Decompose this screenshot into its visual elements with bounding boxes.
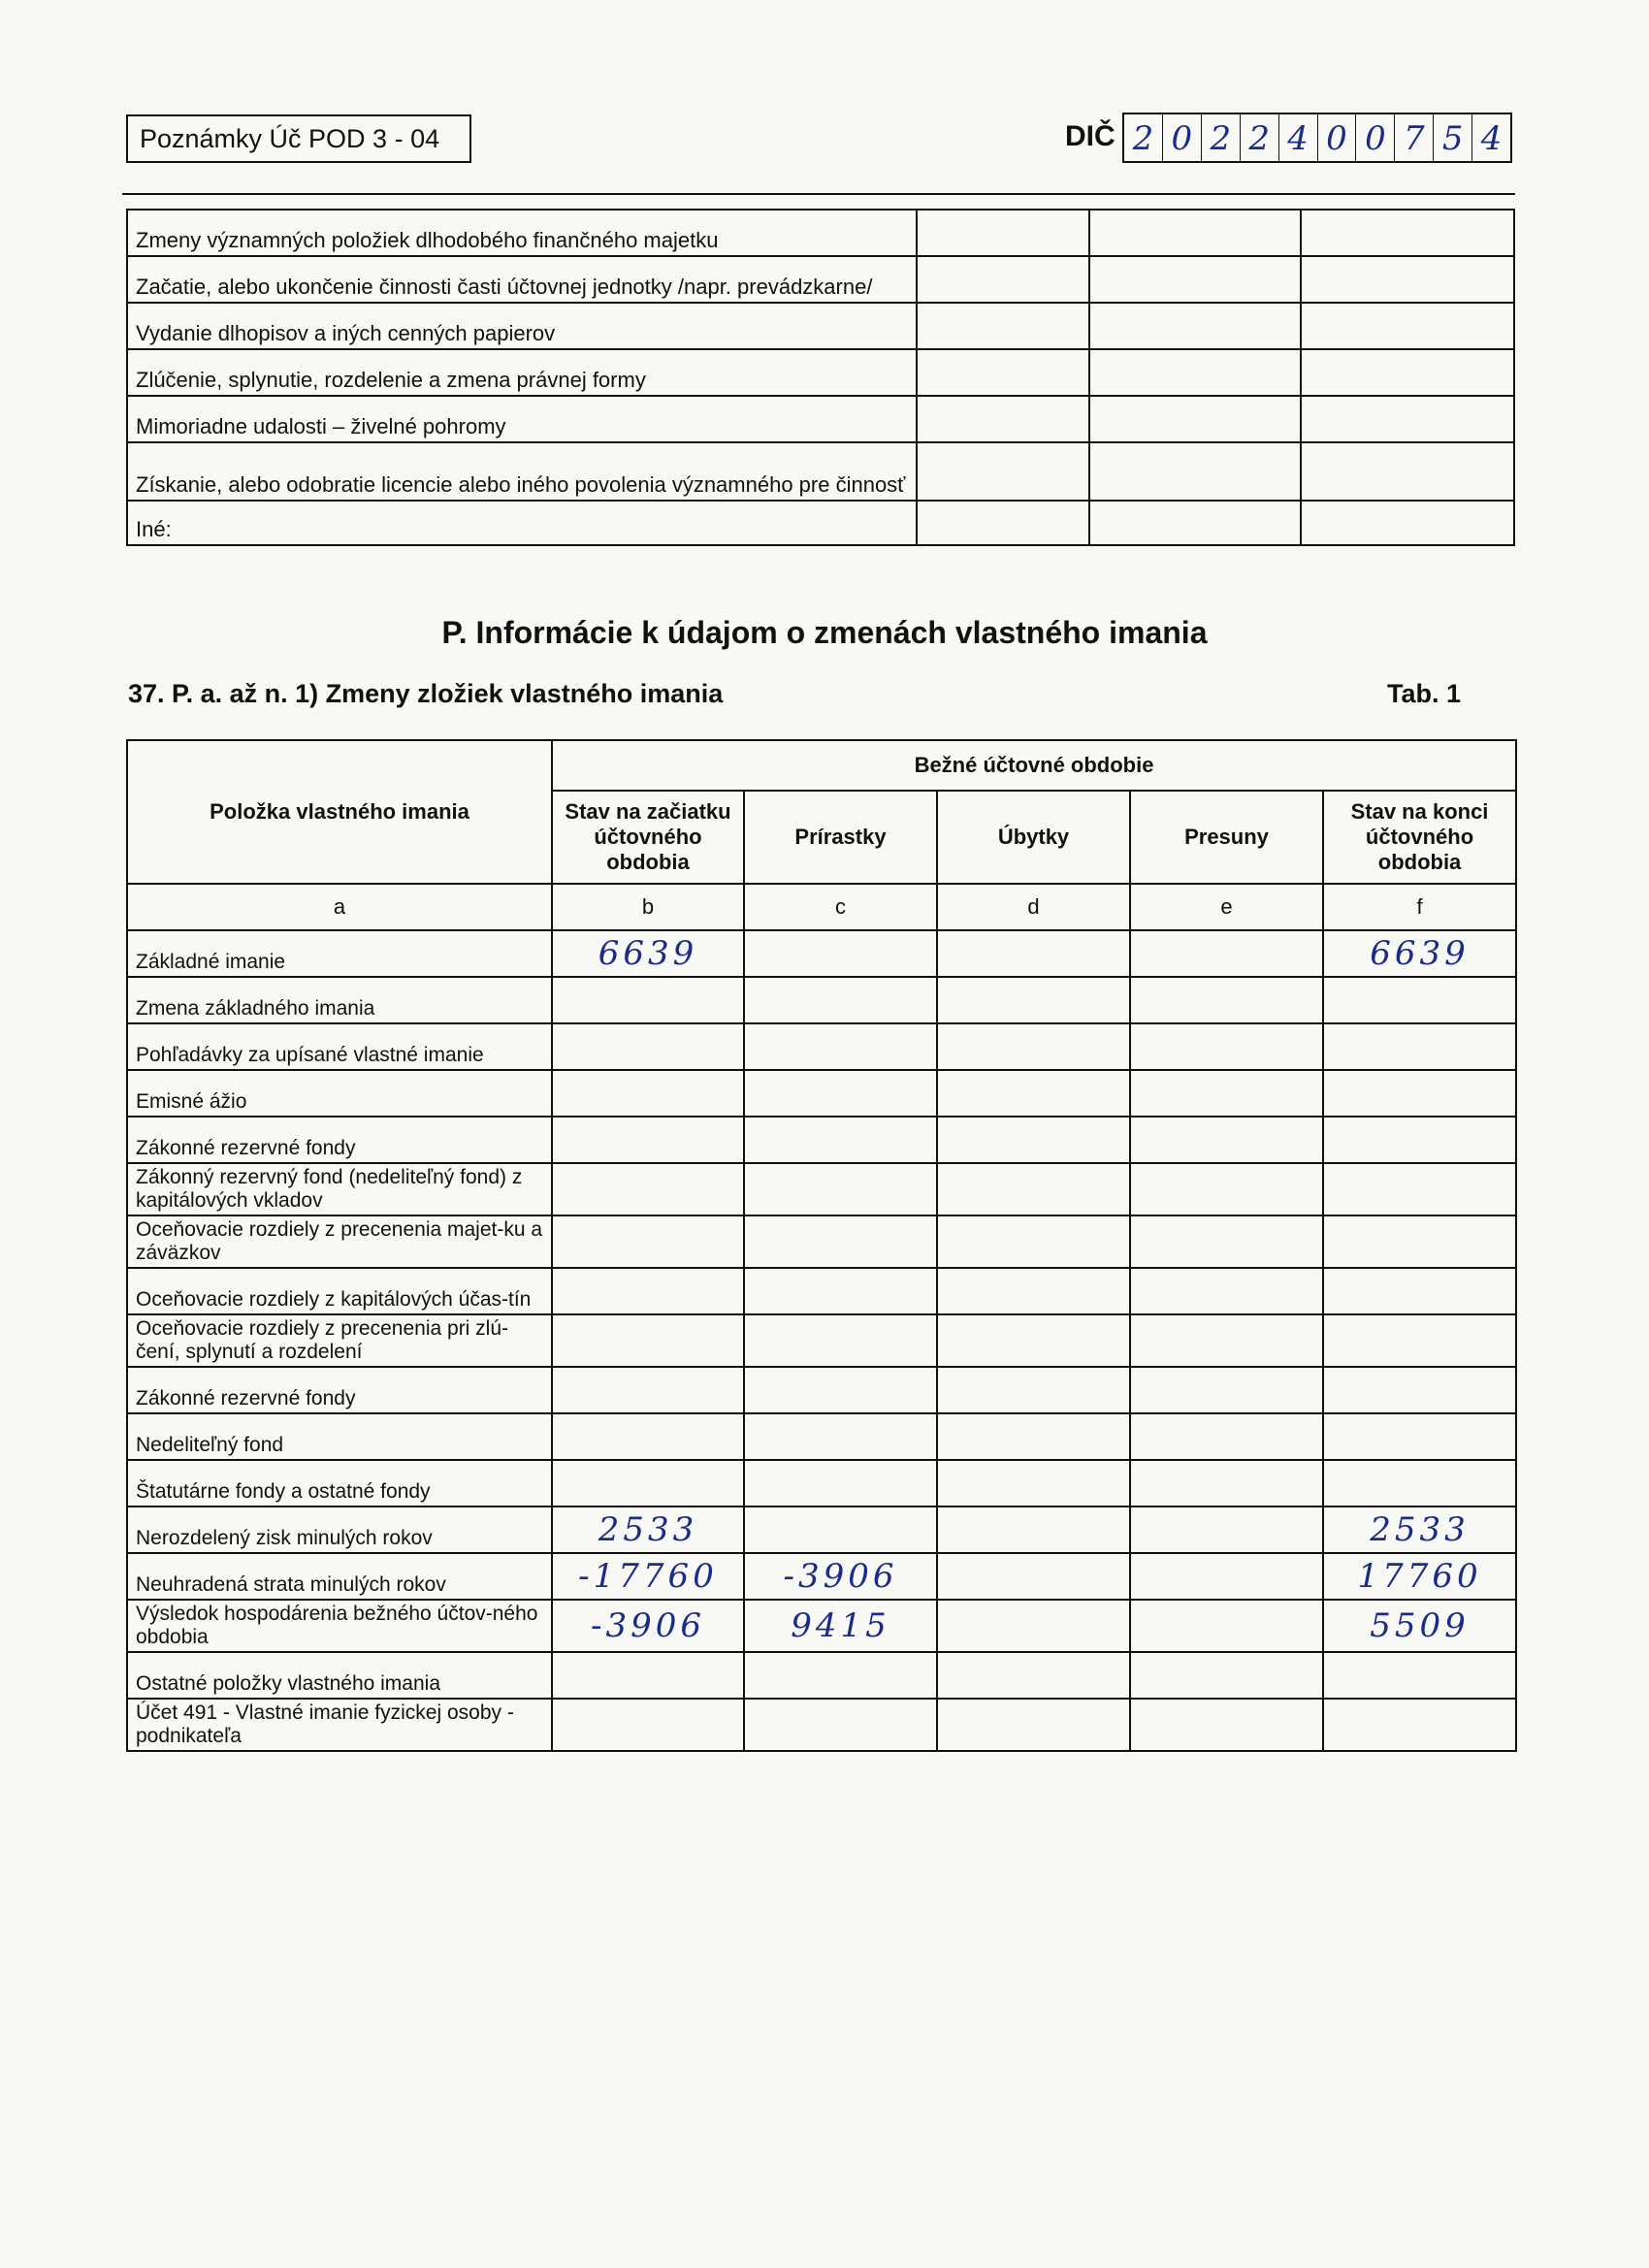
dic-digit: 4 xyxy=(1279,114,1318,161)
value-cell xyxy=(744,1163,937,1215)
col-letter: a xyxy=(127,884,552,930)
value-cell xyxy=(1323,1699,1516,1751)
events-row-label: Mimoriadne udalosti – živelné pohromy xyxy=(127,396,917,442)
dic-digit-boxes xyxy=(1122,113,1512,163)
value-cell xyxy=(1130,1215,1323,1268)
events-row xyxy=(127,210,1514,256)
value-cell xyxy=(1130,1163,1323,1215)
row-label: Zákonné rezervné fondy xyxy=(127,1117,552,1163)
value-cell xyxy=(1130,930,1323,977)
row-label: Účet 491 - Vlastné imanie fyzickej osoby - podnikateľa xyxy=(127,1699,552,1751)
events-row-label: Iné: xyxy=(127,501,917,545)
value-cell xyxy=(937,1652,1130,1699)
row-label: Emisné ážio xyxy=(127,1070,552,1117)
value-cell xyxy=(1130,1314,1323,1367)
events-row xyxy=(127,501,1514,545)
row-label: Nedeliteľný fond xyxy=(127,1413,552,1460)
row-label: Zákonný rezervný fond (nedeliteľný fond) z kapitálových vkladov xyxy=(127,1163,552,1215)
value-cell xyxy=(937,1268,1130,1314)
value-cell xyxy=(937,1070,1130,1117)
row-label: Oceňovacie rozdiely z precenenia pri zlú-čení, splynutí a rozdelení xyxy=(127,1314,552,1367)
value-cell xyxy=(744,930,937,977)
value-cell xyxy=(744,1652,937,1699)
dic-digit: 5 xyxy=(1434,114,1472,161)
value-cell xyxy=(1130,1460,1323,1507)
table-row xyxy=(127,1652,1516,1699)
header-period-group: Bežné účtovné obdobie xyxy=(552,740,1516,791)
events-row xyxy=(127,303,1514,349)
value-cell xyxy=(1323,1314,1516,1367)
table-row xyxy=(127,1413,1516,1460)
value-cell xyxy=(937,1507,1130,1553)
table-row xyxy=(127,1507,1516,1553)
events-row xyxy=(127,349,1514,396)
col-letter: c xyxy=(744,884,937,930)
col-letter: d xyxy=(937,884,1130,930)
value-cell xyxy=(937,1023,1130,1070)
value-cell: 17760 xyxy=(1323,1553,1516,1600)
value-cell xyxy=(1130,977,1323,1023)
value-cell xyxy=(937,1553,1130,1600)
value-cell: 6639 xyxy=(1323,930,1516,977)
value-cell xyxy=(1323,1070,1516,1117)
value-cell xyxy=(552,1215,744,1268)
value-cell xyxy=(1130,1117,1323,1163)
header-col-transfers: Presuny xyxy=(1130,791,1323,884)
value-cell xyxy=(1130,1507,1323,1553)
value-cell xyxy=(552,1699,744,1751)
row-label: Základné imanie xyxy=(127,930,552,977)
row-label: Nerozdelený zisk minulých rokov xyxy=(127,1507,552,1553)
row-label: Oceňovacie rozdiely z kapitálových účas-tín xyxy=(127,1268,552,1314)
value-cell xyxy=(937,1460,1130,1507)
value-cell xyxy=(744,1367,937,1413)
dic-digit: 7 xyxy=(1395,114,1434,161)
row-label: Oceňovacie rozdiely z precenenia majet-ku a záväzkov xyxy=(127,1215,552,1268)
col-letter: b xyxy=(552,884,744,930)
header-col-additions: Prírastky xyxy=(744,791,937,884)
events-row-label: Získanie, alebo odobratie licencie alebo iného povolenia významného pre činnosť xyxy=(127,442,917,501)
value-cell: -17760 xyxy=(552,1553,744,1600)
events-row xyxy=(127,442,1514,501)
table-row xyxy=(127,1070,1516,1117)
value-cell xyxy=(744,1117,937,1163)
value-cell xyxy=(1323,1413,1516,1460)
header-col-end: Stav na konci účtovného obdobia xyxy=(1323,791,1516,884)
table-row xyxy=(127,1699,1516,1751)
dic-digit: 2 xyxy=(1202,114,1241,161)
value-cell xyxy=(552,1460,744,1507)
value-cell xyxy=(937,1215,1130,1268)
value-cell xyxy=(937,1117,1130,1163)
value-cell xyxy=(1323,1460,1516,1507)
value-cell: 5509 xyxy=(1323,1600,1516,1652)
value-cell xyxy=(744,1507,937,1553)
value-cell xyxy=(937,1413,1130,1460)
value-cell xyxy=(552,1023,744,1070)
value-cell xyxy=(744,1460,937,1507)
value-cell xyxy=(552,1314,744,1367)
table-row xyxy=(127,977,1516,1023)
value-cell xyxy=(1130,1553,1323,1600)
value-cell xyxy=(744,1215,937,1268)
value-cell xyxy=(744,1413,937,1460)
header-col-decreases: Úbytky xyxy=(937,791,1130,884)
value-cell: 6639 xyxy=(552,930,744,977)
dic-label: DIČ xyxy=(1065,120,1116,152)
table-row xyxy=(127,930,1516,977)
value-cell xyxy=(1130,1023,1323,1070)
value-cell xyxy=(552,1117,744,1163)
value-cell xyxy=(937,1699,1130,1751)
table-row xyxy=(127,1023,1516,1070)
value-cell xyxy=(552,1070,744,1117)
events-table xyxy=(126,209,1515,546)
value-cell: 2533 xyxy=(552,1507,744,1553)
header-divider xyxy=(122,193,1515,195)
value-cell xyxy=(1130,1652,1323,1699)
value-cell xyxy=(552,977,744,1023)
equity-table xyxy=(126,739,1517,1752)
value-cell xyxy=(744,1070,937,1117)
value-cell xyxy=(1130,1699,1323,1751)
value-cell xyxy=(744,1268,937,1314)
table-row xyxy=(127,1460,1516,1507)
value-cell xyxy=(1130,1367,1323,1413)
value-cell: -3906 xyxy=(744,1553,937,1600)
col-letter: f xyxy=(1323,884,1516,930)
column-letters-row xyxy=(127,884,1516,930)
value-cell xyxy=(744,977,937,1023)
value-cell xyxy=(1323,1652,1516,1699)
value-cell xyxy=(937,977,1130,1023)
value-cell xyxy=(1130,1070,1323,1117)
dic-digit: 4 xyxy=(1480,119,1503,158)
dic-digit: 0 xyxy=(1163,114,1202,161)
events-row-label: Vydanie dlhopisov a iných cenných papierov xyxy=(127,303,917,349)
col-letter: e xyxy=(1130,884,1323,930)
value-cell xyxy=(1130,1600,1323,1652)
value-cell xyxy=(1323,1163,1516,1215)
table-row xyxy=(127,1268,1516,1314)
value-cell xyxy=(744,1023,937,1070)
table-row xyxy=(127,1215,1516,1268)
value-cell xyxy=(744,1699,937,1751)
dic-digit: 2 xyxy=(1241,114,1279,161)
row-label: Ostatné položky vlastného imania xyxy=(127,1652,552,1699)
header-item-col: Položka vlastného imania xyxy=(127,740,552,884)
dic-digit: 2 xyxy=(1124,114,1163,161)
value-cell xyxy=(1323,1117,1516,1163)
table-row xyxy=(127,1163,1516,1215)
table-row xyxy=(127,1314,1516,1367)
value-cell xyxy=(937,1163,1130,1215)
table-row xyxy=(127,1367,1516,1413)
value-cell: 2533 xyxy=(1323,1507,1516,1553)
value-cell xyxy=(1323,1023,1516,1070)
value-cell xyxy=(1323,1367,1516,1413)
table-row xyxy=(127,1600,1516,1652)
events-row-label: Zmeny významných položiek dlhodobého finančného majetku xyxy=(127,210,917,256)
table-subtitle: 37. P. a. až n. 1) Zmeny zložiek vlastného imania xyxy=(128,679,724,708)
value-cell xyxy=(552,1652,744,1699)
value-cell xyxy=(1323,977,1516,1023)
value-cell xyxy=(1323,1215,1516,1268)
section-title: P. Informácie k údajom o zmenách vlastného imania xyxy=(441,615,1208,650)
value-cell xyxy=(552,1413,744,1460)
value-cell xyxy=(1130,1413,1323,1460)
row-label: Štatutárne fondy a ostatné fondy xyxy=(127,1460,552,1507)
events-row xyxy=(127,256,1514,303)
value-cell xyxy=(552,1163,744,1215)
row-label: Výsledok hospodárenia bežného účtov-ného obdobia xyxy=(127,1600,552,1652)
events-row-label: Začatie, alebo ukončenie činnosti časti účtovnej jednotky /napr. prevádzkarne/ xyxy=(127,256,917,303)
row-label: Neuhradená strata minulých rokov xyxy=(127,1553,552,1600)
dic-digit: 0 xyxy=(1356,114,1395,161)
tab-label: Tab. 1 xyxy=(1387,679,1462,708)
table-row xyxy=(127,1553,1516,1600)
value-cell xyxy=(937,930,1130,977)
row-label: Zmena základného imania xyxy=(127,977,552,1023)
row-label: Pohľadávky za upísané vlastné imanie xyxy=(127,1023,552,1070)
value-cell xyxy=(1130,1268,1323,1314)
value-cell xyxy=(937,1600,1130,1652)
value-cell: 9415 xyxy=(744,1600,937,1652)
dic-digit: 0 xyxy=(1318,114,1357,161)
header-col-start: Stav na začiatku účtovného obdobia xyxy=(552,791,744,884)
value-cell xyxy=(1323,1268,1516,1314)
events-row-label: Zlúčenie, splynutie, rozdelenie a zmena právnej formy xyxy=(127,349,917,396)
value-cell: -3906 xyxy=(552,1600,744,1652)
value-cell xyxy=(937,1314,1130,1367)
events-row xyxy=(127,396,1514,442)
value-cell xyxy=(937,1367,1130,1413)
table-row xyxy=(127,1117,1516,1163)
value-cell xyxy=(552,1268,744,1314)
row-label: Zákonné rezervné fondy xyxy=(127,1367,552,1413)
equity-table-body xyxy=(127,930,1516,1751)
value-cell xyxy=(744,1314,937,1367)
value-cell xyxy=(552,1367,744,1413)
form-id-box: Poznámky Úč POD 3 - 04 xyxy=(126,114,471,163)
